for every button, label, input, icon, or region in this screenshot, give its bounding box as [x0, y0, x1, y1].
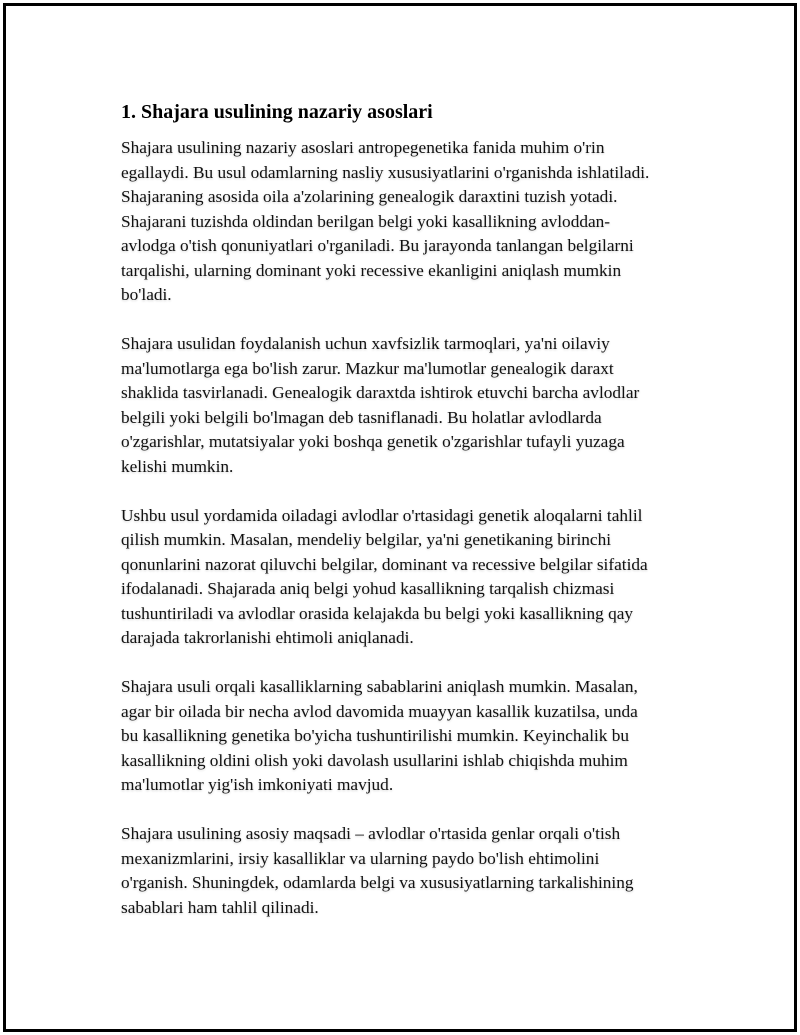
section-heading: 1. Shajara usulining nazariy asoslari: [121, 101, 433, 123]
paragraph-1: Shajara usulining nazariy asoslari antropegenetika fanida muhim o'rin egallaydi. Bu usul odamlarning nasliy xususiyatlarini o'rganishda ishlatiladi. Shajaraning asosida oila a'zolarining genealogik daraxtini tuzish yotadi. Shajarani tuzishda oldindan berilgan belgi yoki kasallikning avloddan- avlodga o'tish qonuniyatlari o'rganiladi. Bu jarayonda tanlangan belgilarni tarqalishi, ularning dominant yoki recessive ekanligini aniqlash mumkin bo'ladi.: [121, 138, 650, 304]
paragraph-4: Shajara usuli orqali kasalliklarning sabablarini aniqlash mumkin. Masalan, agar bir oilada bir necha avlod davomida muayyan kasallik kuzatilsa, unda bu kasallikning genetika bo'yicha tushuntirilishi mumkin. Keyinchalik bu kasallikning oldini olish yoki davolash usullarini ishlab chiqishda muhim ma'lumotlar yig'ish imkoniyati mavjud.: [121, 677, 638, 794]
paragraph-5: Shajara usulining asosiy maqsadi – avlodlar o'rtasida genlar orqali o'tish mexanizmlarini, irsiy kasalliklar va ularning paydo bo'lish ehtimolini o'rganish. Shuningdek, odamlarda belgi va xususiyatlarning tarkalishining sabablari ham tahlil qilinadi.: [121, 824, 634, 917]
paragraph-3: Ushbu usul yordamida oiladagi avlodlar o'rtasidagi genetik aloqalarni tahlil qilish mumkin. Masalan, mendeliy belgilar, ya'ni genetikaning birinchi qonunlarini nazorat qiluvchi belgilar, dominant va recessive belgilar sifatida ifodalanadi. Shajarada aniq belgi yohud kasallikning tarqalish chizmasi tushuntiriladi va avlodlar orasida kelajakda bu belgi yoki kasallikning qay darajada takrorlanishi ehtimoli aniqlanadi.: [121, 505, 648, 647]
page-frame: [3, 3, 797, 1032]
document-body: [121, 99, 711, 945]
paragraph-2: Shajara usulidan foydalanish uchun xavfsizlik tarmoqlari, ya'ni oilaviy ma'lumotlarga ega bo'lish zarur. Mazkur ma'lumotlar genealogik daraxt shaklida tasvirlanadi. Genealogik daraxtda ishtirok etuvchi barcha avlodlar belgili yoki belgili bo'lmagan deb tasniflanadi. Bu holatlar avlodlarda o'zgarishlar, mutatsiyalar yoki boshqa genetik o'zgarishlar tufayli yuzaga kelishi mumkin.: [121, 334, 640, 476]
